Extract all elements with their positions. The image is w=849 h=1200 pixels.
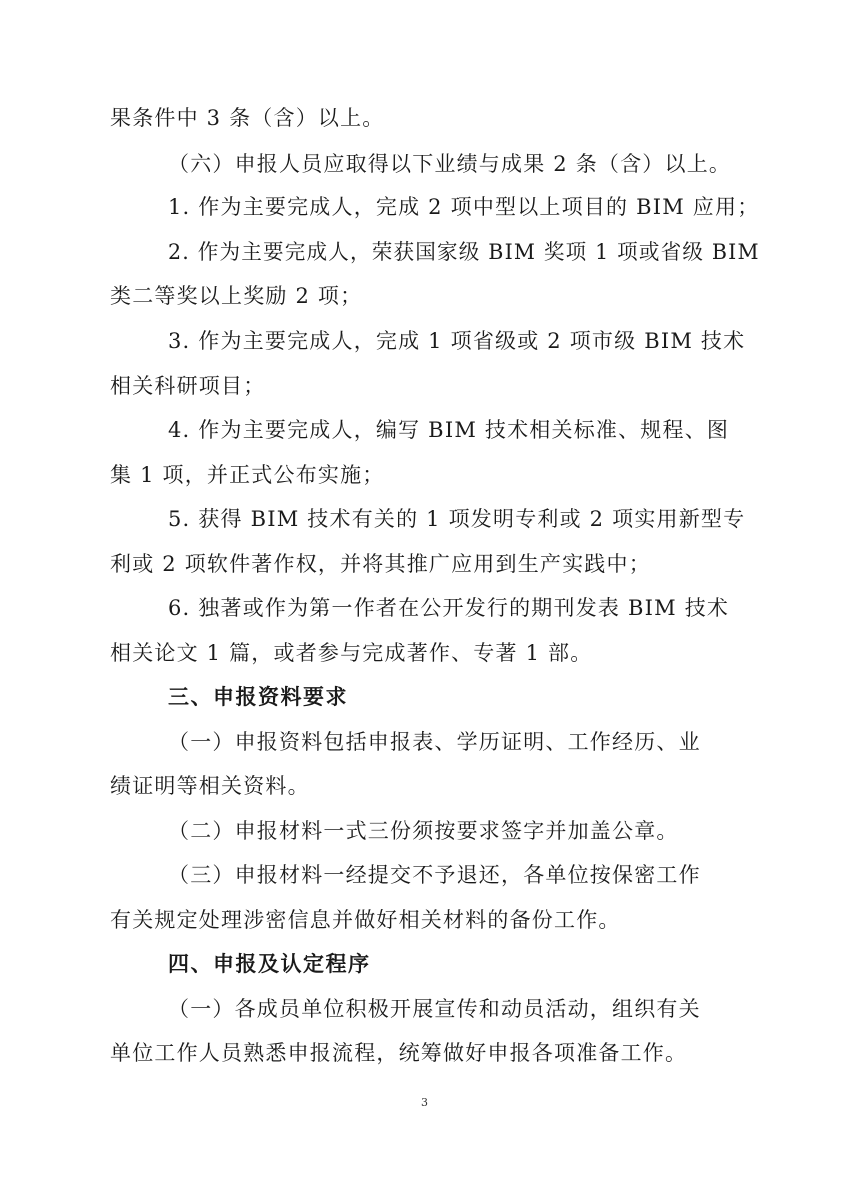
text-line: 5. 获得 BIM 技术有关的 1 项发明专利或 2 项实用新型专: [168, 507, 746, 531]
text-line: 绩证明等相关资料。: [110, 774, 310, 798]
text-line: 6. 独著或作为第一作者在公开发行的期刊发表 BIM 技术: [168, 596, 730, 620]
text-line: （三）申报材料一经提交不予退还，各单位按保密工作: [168, 863, 701, 887]
text-line: （一）申报资料包括申报表、学历证明、工作经历、业: [168, 730, 701, 754]
text-line: （六）申报人员应取得以下业绩与成果 2 条（含）以上。: [168, 152, 732, 176]
text-line: 4. 作为主要完成人，编写 BIM 技术相关标准、规程、图: [168, 418, 730, 442]
text-line: （一）各成员单位积极开展宣传和动员活动，组织有关: [168, 997, 701, 1021]
text-line: （二）申报材料一式三份须按要求签字并加盖公章。: [168, 819, 679, 843]
section-heading: 四、申报及认定程序: [168, 952, 371, 976]
text-line: 相关科研项目；: [110, 374, 266, 398]
text-line: 单位工作人员熟悉申报流程，统筹做好申报各项准备工作。: [110, 1041, 688, 1065]
text-line: 类二等奖以上奖励 2 项；: [110, 284, 363, 308]
text-line: 有关规定处理涉密信息并做好相关材料的备份工作。: [110, 908, 621, 932]
text-line: 集 1 项，并正式公布实施；: [110, 463, 385, 487]
text-line: 2. 作为主要完成人，荣获国家级 BIM 奖项 1 项或省级 BIM: [168, 240, 760, 264]
text-line: 3. 作为主要完成人，完成 1 项省级或 2 项市级 BIM 技术: [168, 329, 746, 353]
text-line: 1. 作为主要完成人，完成 2 项中型以上项目的 BIM 应用；: [168, 195, 760, 219]
text-line: 利或 2 项软件著作权，并将其推广应用到生产实践中；: [110, 552, 651, 576]
section-heading: 三、申报资料要求: [168, 685, 348, 709]
page-number: 3: [421, 1096, 428, 1109]
text-line: 果条件中 3 条（含）以上。: [110, 106, 385, 130]
text-line: 相关论文 1 篇，或者参与完成著作、专著 1 部。: [110, 641, 593, 665]
